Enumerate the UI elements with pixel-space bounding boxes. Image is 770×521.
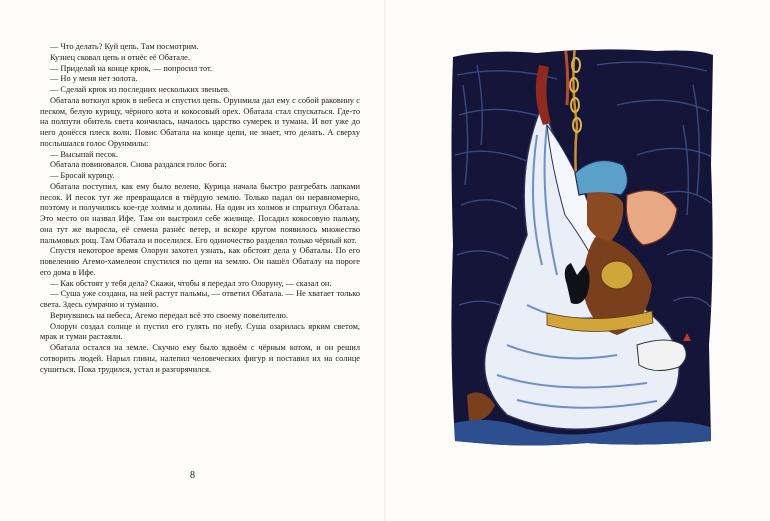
body-text (40, 42, 360, 375)
illustration-obatala-descending (447, 45, 717, 450)
paragraph: — Но у меня нет золота. (50, 74, 138, 84)
paragraph: — Как обстоят у тебя дела? Скажи, чтобы я передал это Олоруну, — сказал он. (50, 278, 332, 288)
paragraph: Кузнец сковал цепь и отнёс её Обатале. (50, 52, 190, 62)
paragraph: Обатала воткнул крюк в небеса и спустил цепь. Орунмила дал ему с собой раковину с песком, белую курицу, чёрного кота и кокосовый орех. Обатала стал спускаться. Где-то на полпути обитель света кончилась, началось царство сумерек и тумана. И вот уже до него донёсся плеск волн. Повис Обатала на конце цепи, не знает, что делать. А сверху послышался голос Орунмилы: (40, 95, 360, 148)
right-page (385, 0, 770, 521)
coconut (601, 261, 633, 289)
paragraph: — Суша уже создана, на ней растут пальмы, — ответил Обатала. — Не хватает только света. Здесь сумрачно и туманно. (40, 289, 360, 309)
paragraph: Обатала поступил, как ему было велено. Курица начала быстро разгребать лапками песок. И песок тут же превращался в твёрдую землю. Только падал он неравномерно, поэтому и получились кое-где холмы и долины. На один из холмов и спрыгнул Обатала. Это место он назвал Ифе. Там он выстроил себе жилище. Посадил кокосовую пальму, она тут же выросла, её семена разнёс ветер, и вскоре кругом появилось множество пальмовых рощ. Там Обатала и поселился. Его одиночество разделял только чёрный кот. (40, 181, 360, 245)
paragraph: Вернувшись на небеса, Агемо передал всё это своему повелителю. (50, 310, 288, 320)
white-hen (637, 340, 686, 371)
paragraph: — Высыпай песок. (50, 149, 119, 159)
paragraph: — Сделай крюк из последних нескольких звеньев. (50, 85, 230, 94)
paragraph: Олорун создал солнце и пустил его гулять по небу. Суша озарилась ярким светом, мрак и туман растаяли. (40, 321, 360, 342)
page-number: 8 (190, 470, 195, 481)
paragraph: — Бросай курицу. (50, 171, 115, 180)
paragraph: — Приделай на конце крюк, — попросил тот. (50, 63, 213, 73)
paragraph: Обатала остался на земле. Скучно ему было вдвоём с чёрным котом, и он решил сотворить людей. Нарыл глины, налепил человеческих фигур и поставил их на солнце сушиться. Пока трудился, устал и разгорячился. (40, 343, 360, 374)
paragraph: Спустя некоторое время Олорун захотел узнать, как обстоят дела у Обаталы. По его повелению Агемо-хамелеон спустился по цепи на землю. Он нашёл Обаталу на пороге его дома в Ифе. (40, 246, 360, 277)
paragraph: Обатала повиновался. Снова раздался голос бога: (50, 160, 227, 170)
paragraph: — Что делать? Куй цепь. Там посмотрим. (50, 42, 199, 51)
